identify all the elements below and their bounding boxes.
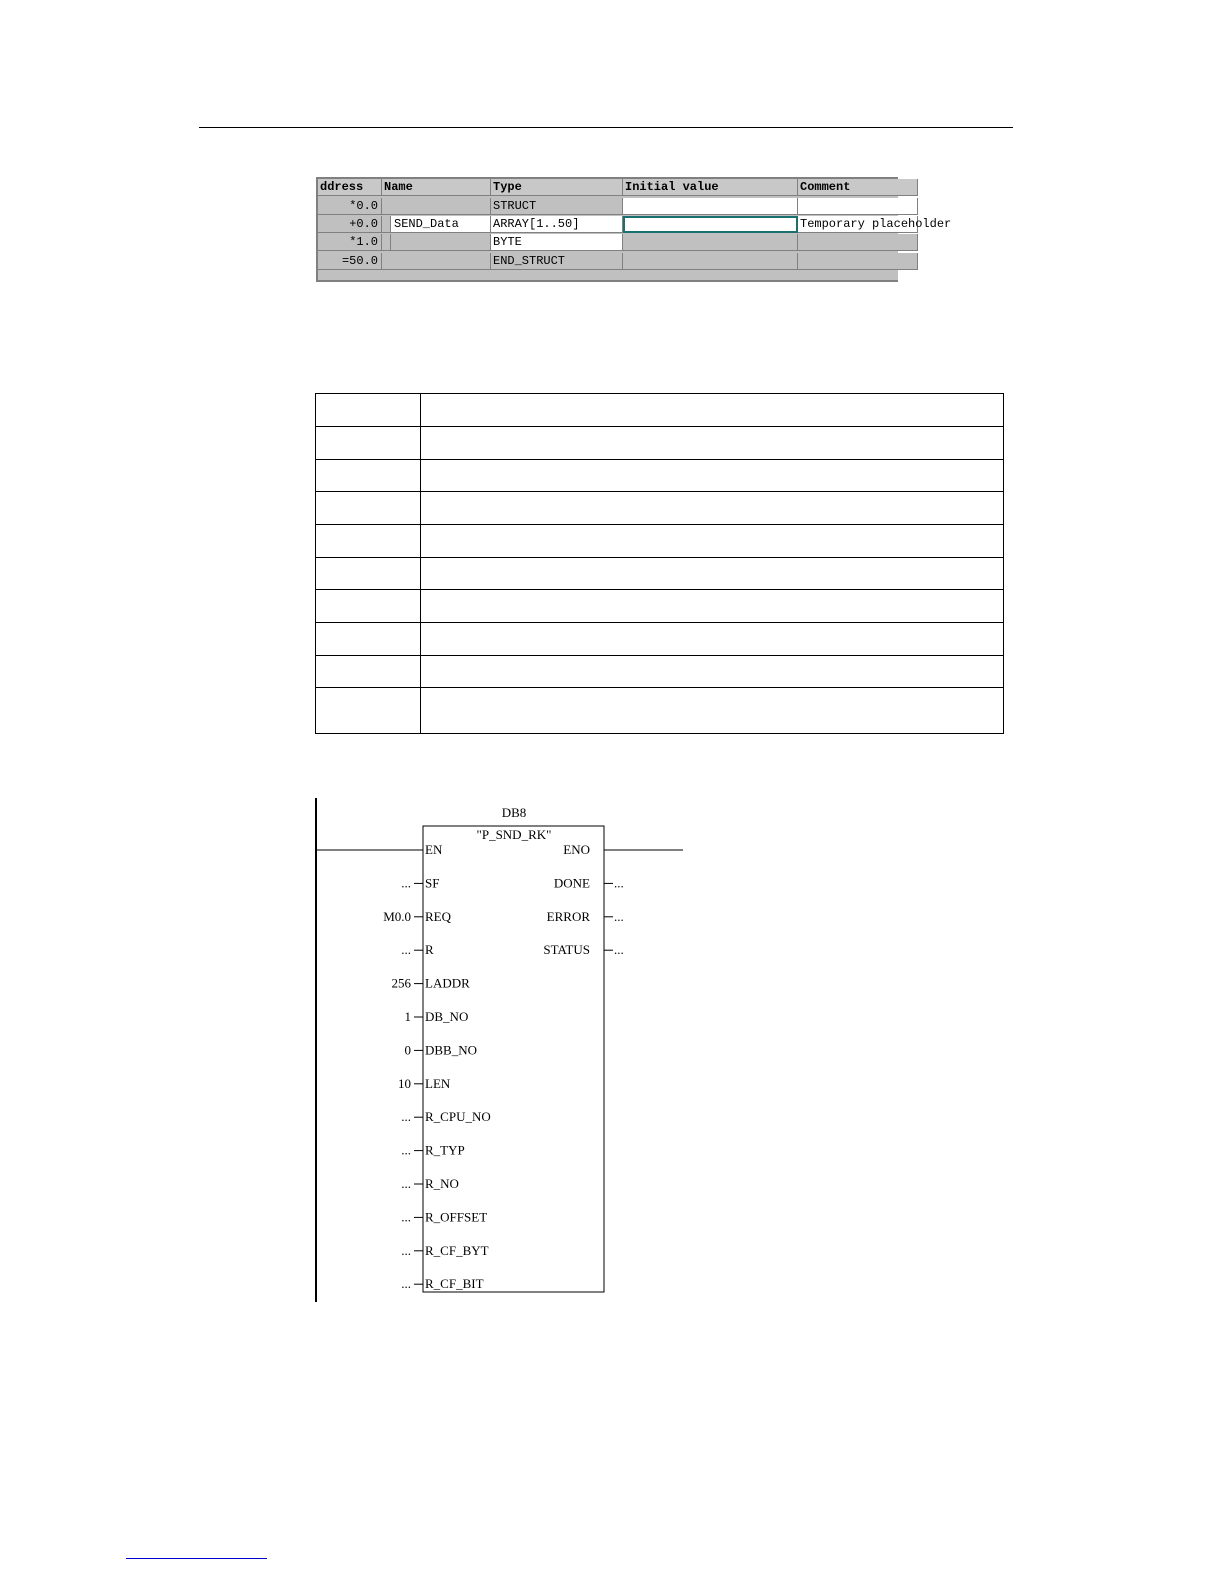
table-row [316,558,1004,590]
table-row [316,394,1004,427]
input-value[interactable]: 0 [404,1042,411,1058]
header-rule [199,127,1013,128]
type-cell[interactable]: ARRAY[1..50] [491,216,623,233]
output-pin-label: DONE [553,875,590,891]
name-cell[interactable] [382,198,491,215]
comment-cell[interactable] [798,253,918,270]
name-value[interactable]: SEND_Data [390,216,490,232]
output-value[interactable]: ... [614,942,624,958]
table-row [316,427,1004,460]
header-type[interactable]: Type [491,179,623,196]
table-cell [316,427,421,460]
header-address[interactable]: ddress [318,179,382,196]
table-cell [421,623,1004,656]
type-cell[interactable]: BYTE [491,234,623,251]
input-value[interactable]: ... [401,1276,411,1292]
address-cell: +0.0 [318,216,382,233]
input-pin-label: R_CF_BYT [425,1242,489,1258]
input-pin-r_offset[interactable] [401,1209,487,1224]
output-pin-eno[interactable] [563,842,683,857]
output-pins [543,842,683,957]
table-cell [316,688,421,734]
table-cell [421,460,1004,492]
table-row [316,590,1004,623]
table-row [316,525,1004,558]
input-value[interactable]: ... [401,875,411,891]
input-pin-laddr[interactable] [392,976,471,991]
name-cell[interactable] [382,253,491,270]
table-row [316,492,1004,525]
input-pin-label: R [425,942,434,958]
input-value[interactable]: 256 [391,975,411,991]
table-cell [421,394,1004,427]
input-pin-dbb_no[interactable] [405,1042,478,1057]
comment-cell[interactable]: Temporary placeholder [800,217,952,231]
declaration-header-row [318,179,918,197]
declaration-row[interactable] [318,253,918,271]
output-pin-label: ENO [563,842,590,857]
input-pin-label: EN [425,842,443,857]
comment-cell[interactable] [798,234,918,251]
output-pin-error[interactable] [547,909,624,924]
input-pin-label: DB_NO [425,1009,469,1024]
table-cell [316,394,421,427]
input-value[interactable]: ... [401,1109,411,1125]
input-value[interactable]: ... [401,942,411,958]
fb-box[interactable] [423,826,604,1292]
table-row [316,656,1004,688]
input-value[interactable]: 10 [398,1075,411,1091]
input-value[interactable]: ... [401,1176,411,1191]
input-value[interactable]: 1 [404,1009,411,1024]
input-pin-r_cpu_no[interactable] [401,1109,491,1124]
input-value[interactable]: ... [401,1209,411,1225]
type-cell[interactable]: STRUCT [491,198,623,215]
header-comment[interactable]: Comment [798,179,918,196]
table-row [316,460,1004,492]
input-pin-label: R_CF_BIT [425,1276,484,1292]
declaration-table [316,177,952,282]
input-pin-label: LEN [425,1075,451,1091]
output-pin-label: ERROR [546,908,590,924]
declaration-row[interactable] [318,234,918,252]
header-initial-value[interactable]: Initial value [623,179,798,196]
input-pin-r_cf_byt[interactable] [401,1243,488,1258]
block-name-label: "P_SND_RK" [476,827,552,842]
output-value[interactable]: ... [614,875,624,891]
table-cell [421,590,1004,623]
input-pin-label: R_CPU_NO [425,1109,491,1125]
table-cell [421,688,1004,734]
table-row [316,623,1004,656]
output-value[interactable]: ... [614,908,624,924]
input-pin-sf[interactable] [401,875,439,890]
instance-db-label[interactable]: DB8 [501,805,527,820]
input-pins [316,842,491,1291]
input-pin-r_cf_bit[interactable] [401,1276,483,1291]
input-pin-r[interactable] [401,942,434,957]
table-cell [316,460,421,492]
output-pin-done[interactable] [554,875,624,890]
address-cell: =50.0 [318,253,382,270]
name-cell[interactable] [382,234,491,251]
table-cell [316,590,421,623]
name-cell[interactable] [382,216,491,233]
type-cell[interactable]: END_STRUCT [491,253,623,270]
input-value[interactable]: M0.0 [383,908,411,924]
input-pin-label: R_OFFSET [425,1209,488,1225]
input-pin-label: R_NO [425,1176,459,1191]
initial-value-cell[interactable] [623,234,798,251]
address-cell: *1.0 [318,234,382,251]
input-pin-label: SF [425,875,440,891]
header-name[interactable]: Name [382,179,491,196]
declaration-row[interactable] [318,216,952,234]
input-pin-r_typ[interactable] [401,1143,464,1158]
table-cell [421,558,1004,590]
initial-value-cell[interactable] [623,253,798,270]
input-pin-label: LADDR [425,975,470,991]
table-cell [316,492,421,525]
table-row [316,688,1004,734]
input-value[interactable]: ... [401,1242,411,1258]
comment-cell[interactable] [798,198,918,215]
table-cell [316,558,421,590]
input-pin-label: REQ [425,908,451,924]
declaration-row[interactable] [318,198,918,216]
parameter-table [315,393,1004,734]
input-pin-len[interactable] [398,1076,451,1091]
footnote-rule [126,1558,267,1559]
input-pin-en[interactable] [316,842,443,857]
input-pin-r_no[interactable] [401,1176,459,1191]
table-cell [316,525,421,558]
input-pin-req[interactable] [383,909,451,924]
input-pin-label: DBB_NO [425,1042,478,1058]
table-cell [316,656,421,688]
table-cell [421,427,1004,460]
name-value[interactable] [390,234,490,250]
table-cell [421,656,1004,688]
initial-value-cell[interactable] [623,198,798,215]
initial-value-cell-focused[interactable] [623,216,798,233]
input-pin-label: R_TYP [425,1142,465,1158]
output-pin-status[interactable] [543,942,623,957]
table-cell [421,525,1004,558]
table-cell [421,492,1004,525]
input-pin-db_no[interactable] [405,1009,469,1024]
output-pin-label: STATUS [543,942,590,958]
address-cell: *0.0 [318,198,382,215]
input-value[interactable]: ... [401,1142,411,1158]
table-cell [316,623,421,656]
